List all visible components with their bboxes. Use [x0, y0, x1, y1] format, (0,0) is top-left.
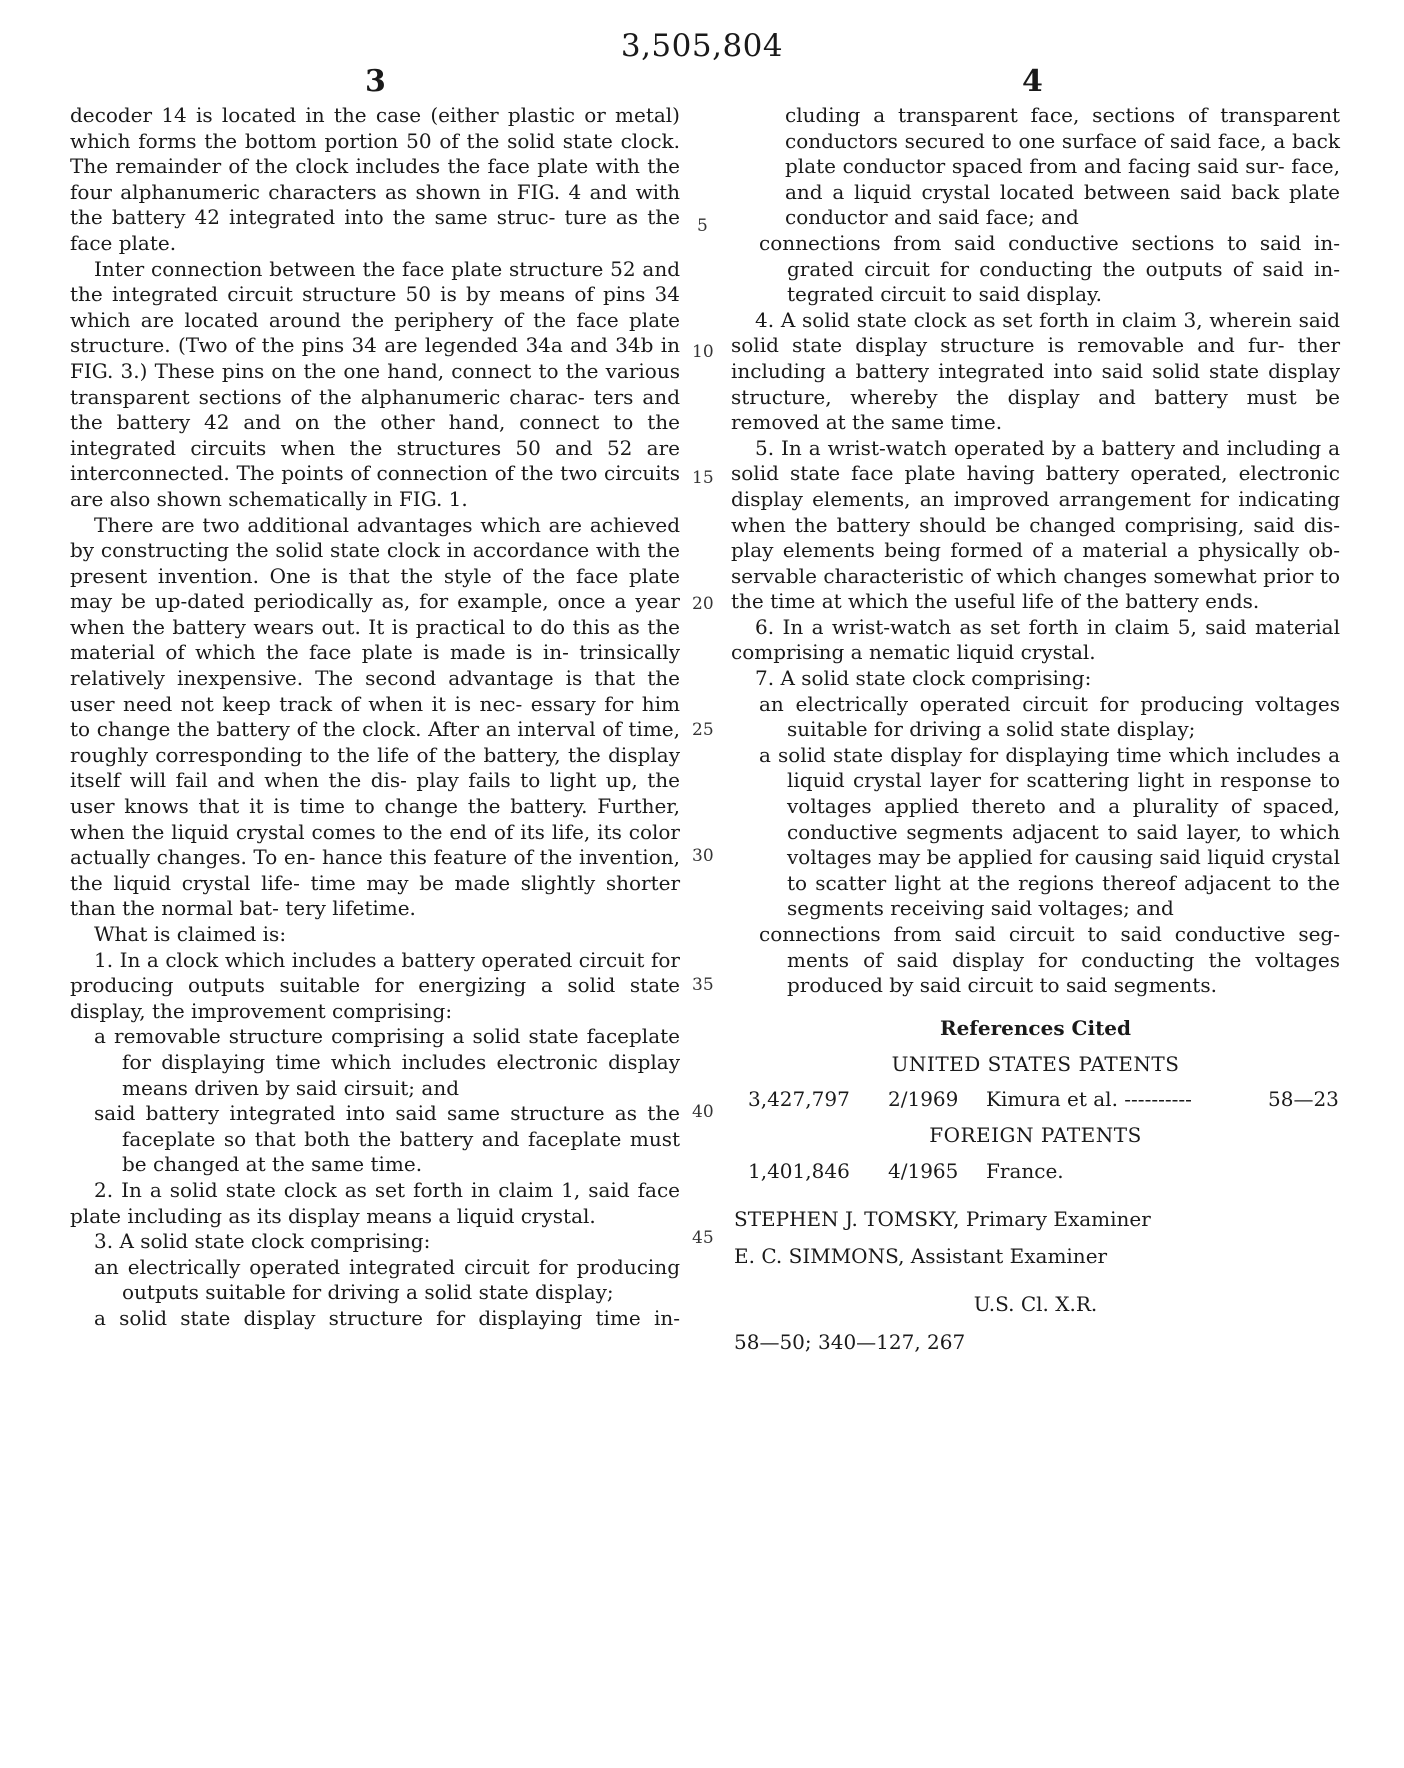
claim-1-element-b: said battery integrated into said same structure as the faceplate so that both the battery and faceplate must be changed at the same time.: [94, 1101, 680, 1177]
line-number: 25: [692, 720, 714, 740]
line-number: 20: [692, 594, 714, 614]
claim-1: 1. In a clock which includes a battery operated circuit for producing outputs suitable for energizing a solid state display, the improvement comprising:: [70, 947, 680, 1023]
claim-6: 6. In a wrist-watch as set forth in claim 5, said material comprising a nematic liquid crystal.: [731, 614, 1340, 665]
claim-7: 7. A solid state clock comprising:: [755, 666, 1092, 691]
us-patent-class: 58—23: [1268, 1087, 1339, 1111]
line-number: 40: [692, 1102, 714, 1122]
line-number: 30: [692, 846, 714, 866]
line-number: 15: [692, 468, 714, 488]
claim-3-element-b: a solid state display structure for displaying time in-: [94, 1305, 680, 1330]
claim-4: 4. A solid state clock as set forth in claim 3, wherein said solid state display structure is removable and fur- ther including a battery integrated into said solid state display structure, whereby the display and battery must be removed at the same time.: [731, 307, 1340, 435]
paragraph-interconnection: Inter connection between the face plate structure 52 and the integrated circuit structure 50 is by means of pins 34 which are located around the periphery of the face plate structure. (Two of the pins 34 are legended 34a and 34b in FIG. 3.) These pins on the one hand, connect to the various transparent sections of the alphanumeric charac- ters and the battery 42 and on the other hand, connect to the integrated circuits when the structures 50 and 52 are interconnected. The points of connection of the two circuits are also shown schematically in FIG. 1.: [70, 256, 680, 511]
us-patent-name: Kimura et al. ----------: [986, 1087, 1192, 1111]
primary-examiner: STEPHEN J. TOMSKY, Primary Examiner: [734, 1207, 1151, 1231]
us-patent-date: 2/1969: [888, 1087, 959, 1111]
references-heading: References Cited: [939, 1016, 1132, 1040]
assistant-examiner: E. C. SIMMONS, Assistant Examiner: [734, 1244, 1108, 1268]
left-column-number: 3: [365, 64, 386, 99]
line-number: 5: [697, 216, 708, 236]
us-patent-number: 3,427,797: [748, 1087, 850, 1111]
claim-7-element-b: a solid state display for displaying time which includes a liquid crystal layer for scattering light in response to voltages applied thereto and a plurality of spaced, conductive segments adjacent to said layer, to which voltages may be applied for causing said liquid crystal to scatter light at the regions thereof adjacent to the segments receiving said voltages; and: [759, 742, 1340, 921]
claim-2: 2. In a solid state clock as set forth in claim 1, said face plate including as its display means a liquid crystal.: [70, 1177, 680, 1228]
us-cl-values: 58—50; 340—127, 267: [734, 1330, 966, 1354]
foreign-patent-date: 4/1965: [888, 1159, 959, 1183]
patent-number: 3,505,804: [620, 28, 784, 64]
line-number: 35: [692, 975, 714, 995]
paragraph-decoder: decoder 14 is located in the case (either plastic or metal) which forms the bottom portion 50 of the solid state clock. The remainder of the clock includes the face plate with the four alphanumeric characters as shown in FIG. 4 and with the battery 42 integrated into the same struc- ture as the face plate.: [70, 103, 680, 255]
claim-5: 5. In a wrist-watch operated by a battery and including a solid state face plate having battery operated, electronic display elements, an improved arrangement for indicating when the battery should be changed comprising, said dis- play elements being formed of a material a physically ob- servable characteristic of which changes somewhat prior to the time at which the useful life of the battery ends.: [731, 435, 1340, 614]
claim-3-element-a: an electrically operated integrated circuit for producing outputs suitable for driving a solid state display;: [94, 1254, 680, 1305]
foreign-patents-heading: FOREIGN PATENTS: [929, 1123, 1142, 1147]
foreign-patent-number: 1,401,846: [748, 1159, 850, 1183]
paragraph-advantages: There are two additional advantages which are achieved by constructing the solid state clock in accordance with the present invention. One is that the style of the face plate may be up-dated periodically as, for example, once a year when the battery wears out. It is practical to do this as the material of which the face plate is made is in- trinsically relatively inexpensive. The second advantage is that the user need not keep track of when it is nec- essary for him to change the battery of the clock. After an interval of time, roughly corresponding to the life of the battery, the display itself will fail and when the dis- play fails to light up, the user knows that it is time to change the battery. Further, when the liquid crystal comes to the end of its life, its color actually changes. To en- hance this feature of the invention, the liquid crystal life- time may be made slightly shorter than the normal bat- tery lifetime.: [70, 512, 680, 921]
us-cl-heading: U.S. Cl. X.R.: [973, 1292, 1098, 1316]
claim-3: 3. A solid state clock comprising:: [94, 1229, 431, 1254]
claim-1-element-a: a removable structure comprising a solid state faceplate for displaying time which includes electronic display means driven by said cirsuit; and: [94, 1024, 680, 1100]
right-column-number: 4: [1022, 64, 1043, 99]
left-column: [70, 103, 680, 1332]
claims-intro: What is claimed is:: [94, 922, 287, 946]
claim-7-element-c: connections from said circuit to said conductive seg- ments of said display for conducting the voltages produced by said circuit to said segments.: [759, 922, 1340, 998]
line-number: 45: [692, 1228, 714, 1248]
right-column: [731, 103, 1340, 999]
claim-3-element-c: connections from said conductive sections to said in- grated circuit for conducting the outputs of said in- tegrated circuit to said display.: [759, 230, 1340, 307]
us-patents-heading: UNITED STATES PATENTS: [891, 1052, 1180, 1076]
claim-3-continuation: cluding a transparent face, sections of transparent conductors secured to one surface of said face, a back plate conductor spaced from and facing said sur- face, and a liquid crystal located between said back plate conductor and said face; and: [785, 103, 1340, 230]
foreign-patent-name: France.: [986, 1159, 1064, 1183]
line-number: 10: [692, 342, 714, 362]
claim-7-element-a: an electrically operated circuit for producing voltages suitable for driving a solid state display;: [759, 691, 1340, 742]
